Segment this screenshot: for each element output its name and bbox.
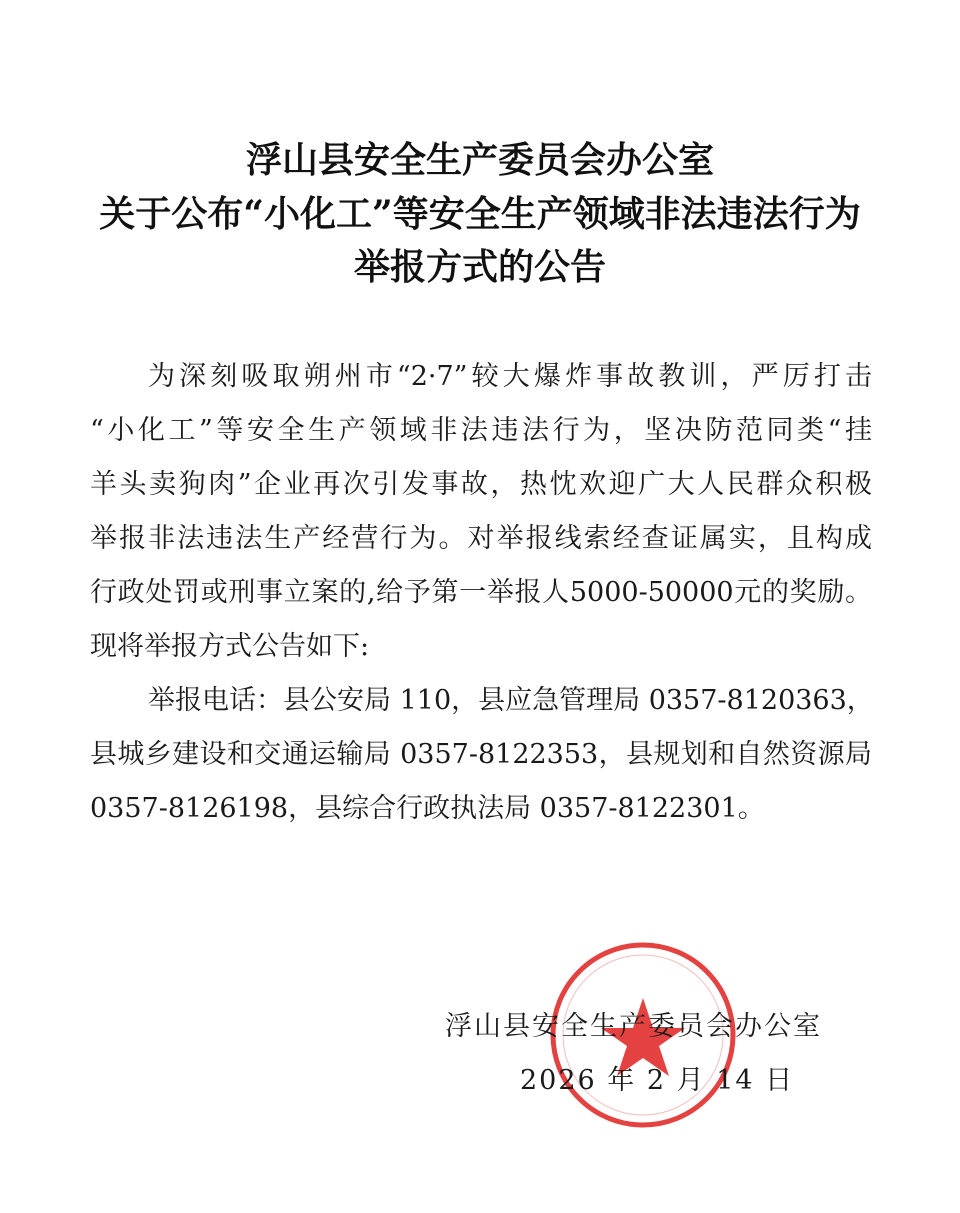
body-line: “小化工”等安全生产领域非法违法行为，坚决防范同类“挂 [90,415,872,446]
body-line: 羊头卖狗肉”企业再次引发事故，热忱欢迎广大人民群众积极 [90,469,872,500]
signature-organization: 浮山县安全生产委员会办公室 [445,1011,822,1042]
body-line: 为深刻吸取朔州市“2·7”较大爆炸事故教训，严厉打击 [148,361,872,392]
body-line: 现将举报方式公告如下: [90,631,370,662]
body-line: 行政处罚或刑事立案的,给予第一举报人5000-50000元的奖励。 [90,577,872,608]
body-line: 举报电话：县公安局 110，县应急管理局 0357-8120363， [148,685,874,716]
title-line-3: 举报方式的公告 [353,246,606,288]
body-line: 县城乡建设和交通运输局 0357-8122353，县规划和自然资源局 [90,739,872,770]
title-line-1: 浮山县安全生产委员会办公室 [245,139,714,181]
body-line: 举报非法违法生产经营行为。对举报线索经查证属实，且构成 [90,523,872,554]
title-line-2: 关于公布“小化工”等安全生产领域非法违法行为 [99,193,861,235]
signature-date: 2026 年 2 月 14 日 [520,1065,795,1096]
body-line: 0357-8126198，县综合行政执法局 0357-8122301。 [90,793,765,824]
